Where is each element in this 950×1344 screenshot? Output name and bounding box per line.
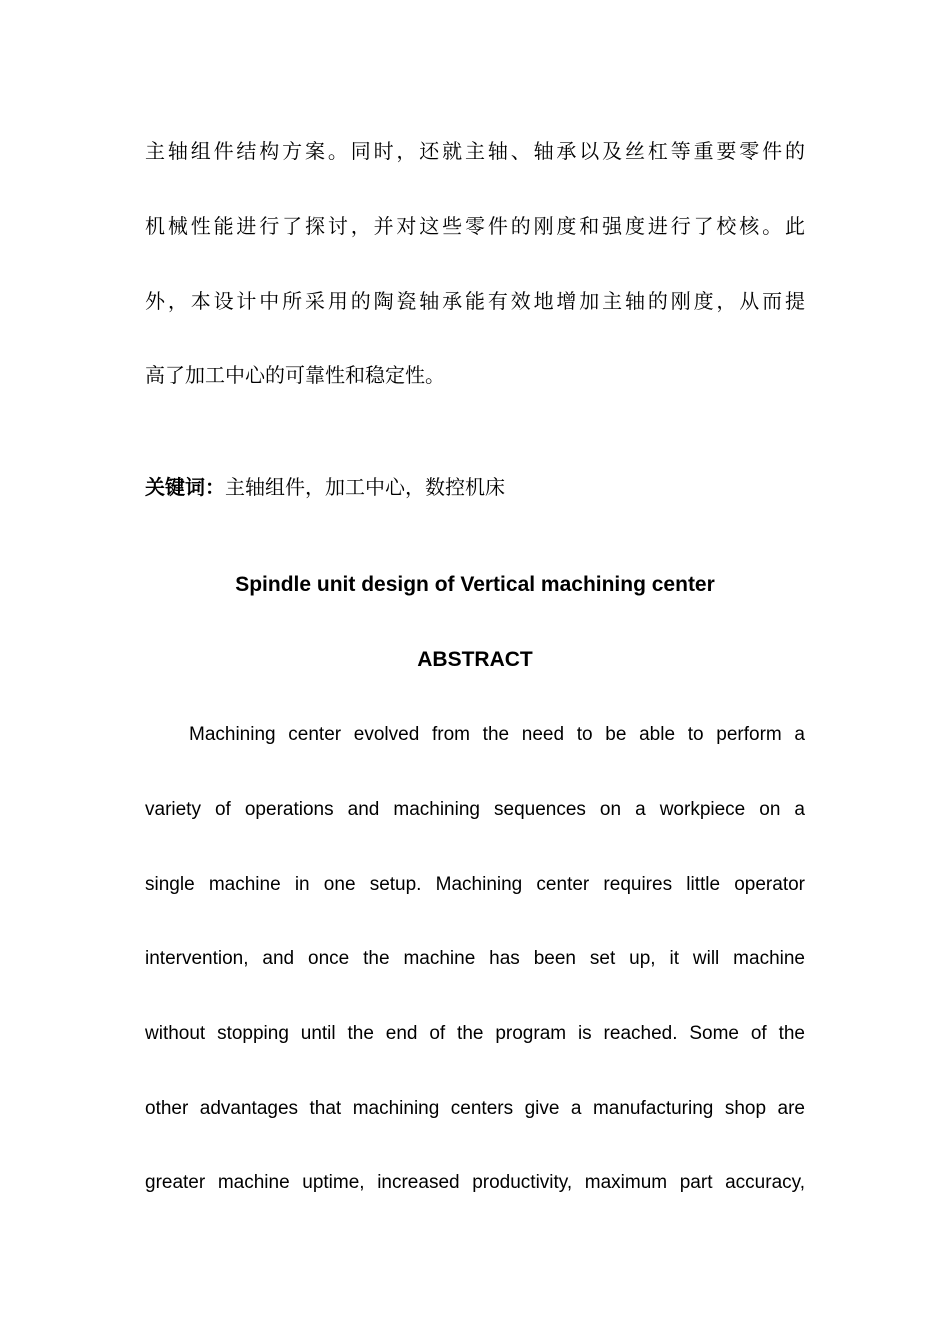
english-abstract-line-7: greater machine uptime, increased productivity, maximum part accuracy, [145,1172,805,1193]
english-title: Spindle unit design of Vertical machining center [235,573,715,596]
english-abstract-line-5: without stopping until the end of the program is reached. Some of the [145,1023,805,1044]
keywords-text: 主轴组件，加工中心，数控机床 [225,475,505,499]
keywords-label: 关键词： [145,475,225,499]
abstract-heading: ABSTRACT [417,648,533,671]
english-abstract-line-1: Machining center evolved from the need to be able to perform a [189,724,805,745]
chinese-abstract-line-3: 外，本设计中所采用的陶瓷轴承能有效地增加主轴的刚度，从而提 [145,289,805,313]
english-abstract-line-3: single machine in one setup. Machining center requires little operator [145,874,805,895]
english-abstract-line-4: intervention, and once the machine has been set up, it will machine [145,948,805,969]
chinese-abstract-line-1: 主轴组件结构方案。同时，还就主轴、轴承以及丝杠等重要零件的 [145,139,805,163]
keywords-line [145,474,505,500]
chinese-abstract-line-2: 机械性能进行了探讨，并对这些零件的刚度和强度进行了校核。此 [145,214,805,238]
english-abstract-line-6: other advantages that machining centers give a manufacturing shop are [145,1098,805,1119]
chinese-abstract-line-4: 高了加工中心的可靠性和稳定性。 [145,363,445,387]
english-abstract-line-2: variety of operations and machining sequences on a workpiece on a [145,799,805,820]
